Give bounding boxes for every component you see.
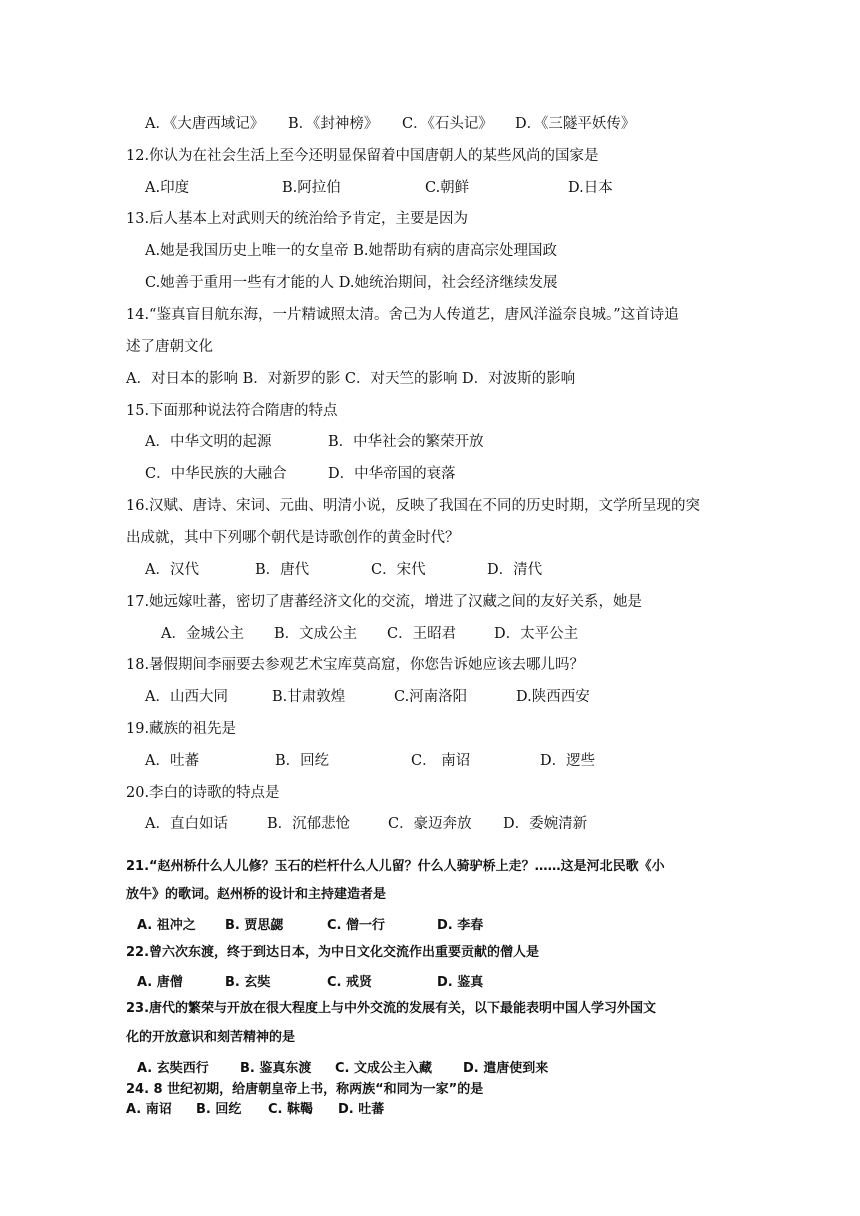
q20-stem-text: 20.李白的诗歌的特点是 (126, 785, 280, 801)
q16-stem-text1: 16.汉赋、唐诗、宋词、元曲、明清小说，反映了我国在不同的历史时期，文学所呈现的突 (126, 498, 701, 514)
q22-option-b: B. 玄奘 (225, 975, 271, 990)
q11-option-b: B．《封神榜》 (288, 116, 379, 132)
q22-option-a: A. 唐僧 (137, 975, 183, 990)
q24-option-b: B. 回纥 (196, 1102, 242, 1117)
q20-option-b: B．沉郁悲怆 (267, 816, 351, 832)
q11-option-c: C．《石头记》 (402, 116, 493, 132)
q13-option-ab: A.她是我国历史上唯一的女皇帝 B.她帮助有病的唐高宗处理国政 (145, 243, 557, 259)
q11-option-a: A．《大唐西域记》 (145, 116, 265, 132)
q21-option-c: C. 僧一行 (327, 918, 386, 933)
q24-option-a: A. 南诏 (126, 1102, 172, 1117)
q13-option-cd: C.她善于重用一些有才能的人 D.她统治期间，社会经济继续发展 (145, 275, 558, 291)
q20-option-c: C．豪迈奔放 (388, 816, 472, 832)
q14-stem-text1: 14.“鉴真盲目航东海，一片精诚照太清。舍己为人传道艺，唐风洋溢奈良城。”这首诗追 (126, 307, 679, 323)
q21-option-d: D. 李春 (437, 918, 484, 933)
q17-stem-text: 17.她远嫁吐蕃，密切了唐蕃经济文化的交流，增进了汉藏之间的友好关系，她是 (126, 594, 643, 610)
q14-option-text: A．对日本的影响 B．对新罗的影 C．对天竺的影响 D．对波斯的影响 (126, 371, 576, 387)
q21-option-a: A. 祖冲之 (137, 918, 196, 933)
q15-stem-text: 15.下面那种说法符合隋唐的特点 (126, 403, 338, 419)
q18-option-c: C.河南洛阳 (394, 689, 468, 705)
q12-option-b: B.阿拉伯 (282, 180, 341, 196)
q14-stem-text2: 述了唐朝文化 (126, 339, 213, 355)
q19-option-c: C． 南诏 (411, 753, 471, 769)
q23-option-c: C. 文成公主入藏 (335, 1061, 433, 1076)
q15-option-d: D．中华帝国的衰落 (328, 466, 456, 482)
q19-stem-text: 19.藏族的祖先是 (126, 721, 237, 737)
q18-option-d: D.陕西西安 (516, 689, 590, 705)
q18-stem-text: 18.暑假期间李丽要去参观艺术宝库莫高窟，你您告诉她应该去哪儿吗？ (126, 657, 585, 673)
q15-option-b: B．中华社会的繁荣开放 (328, 434, 484, 450)
q23-stem-text2: 化的开放意识和刻苦精神的是 (126, 1030, 296, 1045)
q22-option-c: C. 戒贤 (327, 975, 373, 990)
q16-option-b: B．唐代 (255, 562, 310, 578)
q18-option-a: A．山西大同 (145, 689, 228, 705)
q18-option-b: B.甘肃敦煌 (272, 689, 346, 705)
q16-stem-text2: 出成就，其中下列哪个朝代是诗歌创作的黄金时代？ (126, 530, 460, 546)
q15-option-a: A．中华文明的起源 (145, 434, 272, 450)
q12-option-a: A.印度 (145, 180, 190, 196)
q17-option-b: B．文成公主 (274, 626, 358, 642)
q17-option-d: D．太平公主 (494, 626, 579, 642)
q21-option-b: B. 贾思勰 (225, 918, 284, 933)
q16-option-d: D．清代 (487, 562, 543, 578)
q12-option-d: D.日本 (568, 180, 613, 196)
q24-stem-text: 24. 8 世纪初期，给唐朝皇帝上书，称两族“和同为一家”的是 (126, 1082, 484, 1097)
q20-option-a: A．直白如话 (145, 816, 228, 832)
q12-stem-text: 12.你认为在社会生活上至今还明显保留着中国唐朝人的某些风尚的国家是 (126, 148, 599, 164)
q17-option-a: A．金城公主 (161, 626, 244, 642)
q16-option-a: A．汉代 (145, 562, 199, 578)
q19-option-a: A．吐蕃 (145, 753, 199, 769)
q21-stem-text2: 放牛》的歌词。赵州桥的设计和主持建造者是 (126, 887, 387, 902)
q16-option-c: C．宋代 (371, 562, 426, 578)
q19-option-d: D．逻些 (540, 753, 596, 769)
q23-option-d: D. 遣唐使到来 (463, 1061, 549, 1076)
q13-stem-text: 13.后人基本上对武则天的统治给予肯定，主要是因为 (126, 211, 469, 227)
q15-option-c: C．中华民族的大融合 (145, 466, 287, 482)
q23-option-b: B. 鉴真东渡 (240, 1061, 312, 1076)
q24-option-d: D. 吐蕃 (338, 1102, 385, 1117)
q22-option-d: D. 鉴真 (437, 975, 484, 990)
q23-option-a: A. 玄奘西行 (137, 1061, 209, 1076)
q12-option-c: C.朝鲜 (425, 180, 470, 196)
q21-stem-text1: 21.“赵州桥什么人儿修？玉石的栏杆什么人儿留？什么人骑驴桥上走？……这是河北民歌《小 (126, 859, 665, 874)
q11-option-d: D．《三隧平妖传》 (515, 116, 636, 132)
q22-stem-text: 22.曾六次东渡，终于到达日本，为中日文化交流作出重要贡献的僧人是 (126, 945, 540, 960)
q19-option-b: B．回纥 (275, 753, 330, 769)
q17-option-c: C．王昭君 (387, 626, 457, 642)
q20-option-d: D．委婉清新 (503, 816, 588, 832)
q24-option-c: C. 靺鞨 (268, 1102, 314, 1117)
q23-stem-text1: 23.唐代的繁荣与开放在很大程度上与中外交流的发展有关，以下最能表明中国人学习外国文 (126, 1001, 657, 1016)
